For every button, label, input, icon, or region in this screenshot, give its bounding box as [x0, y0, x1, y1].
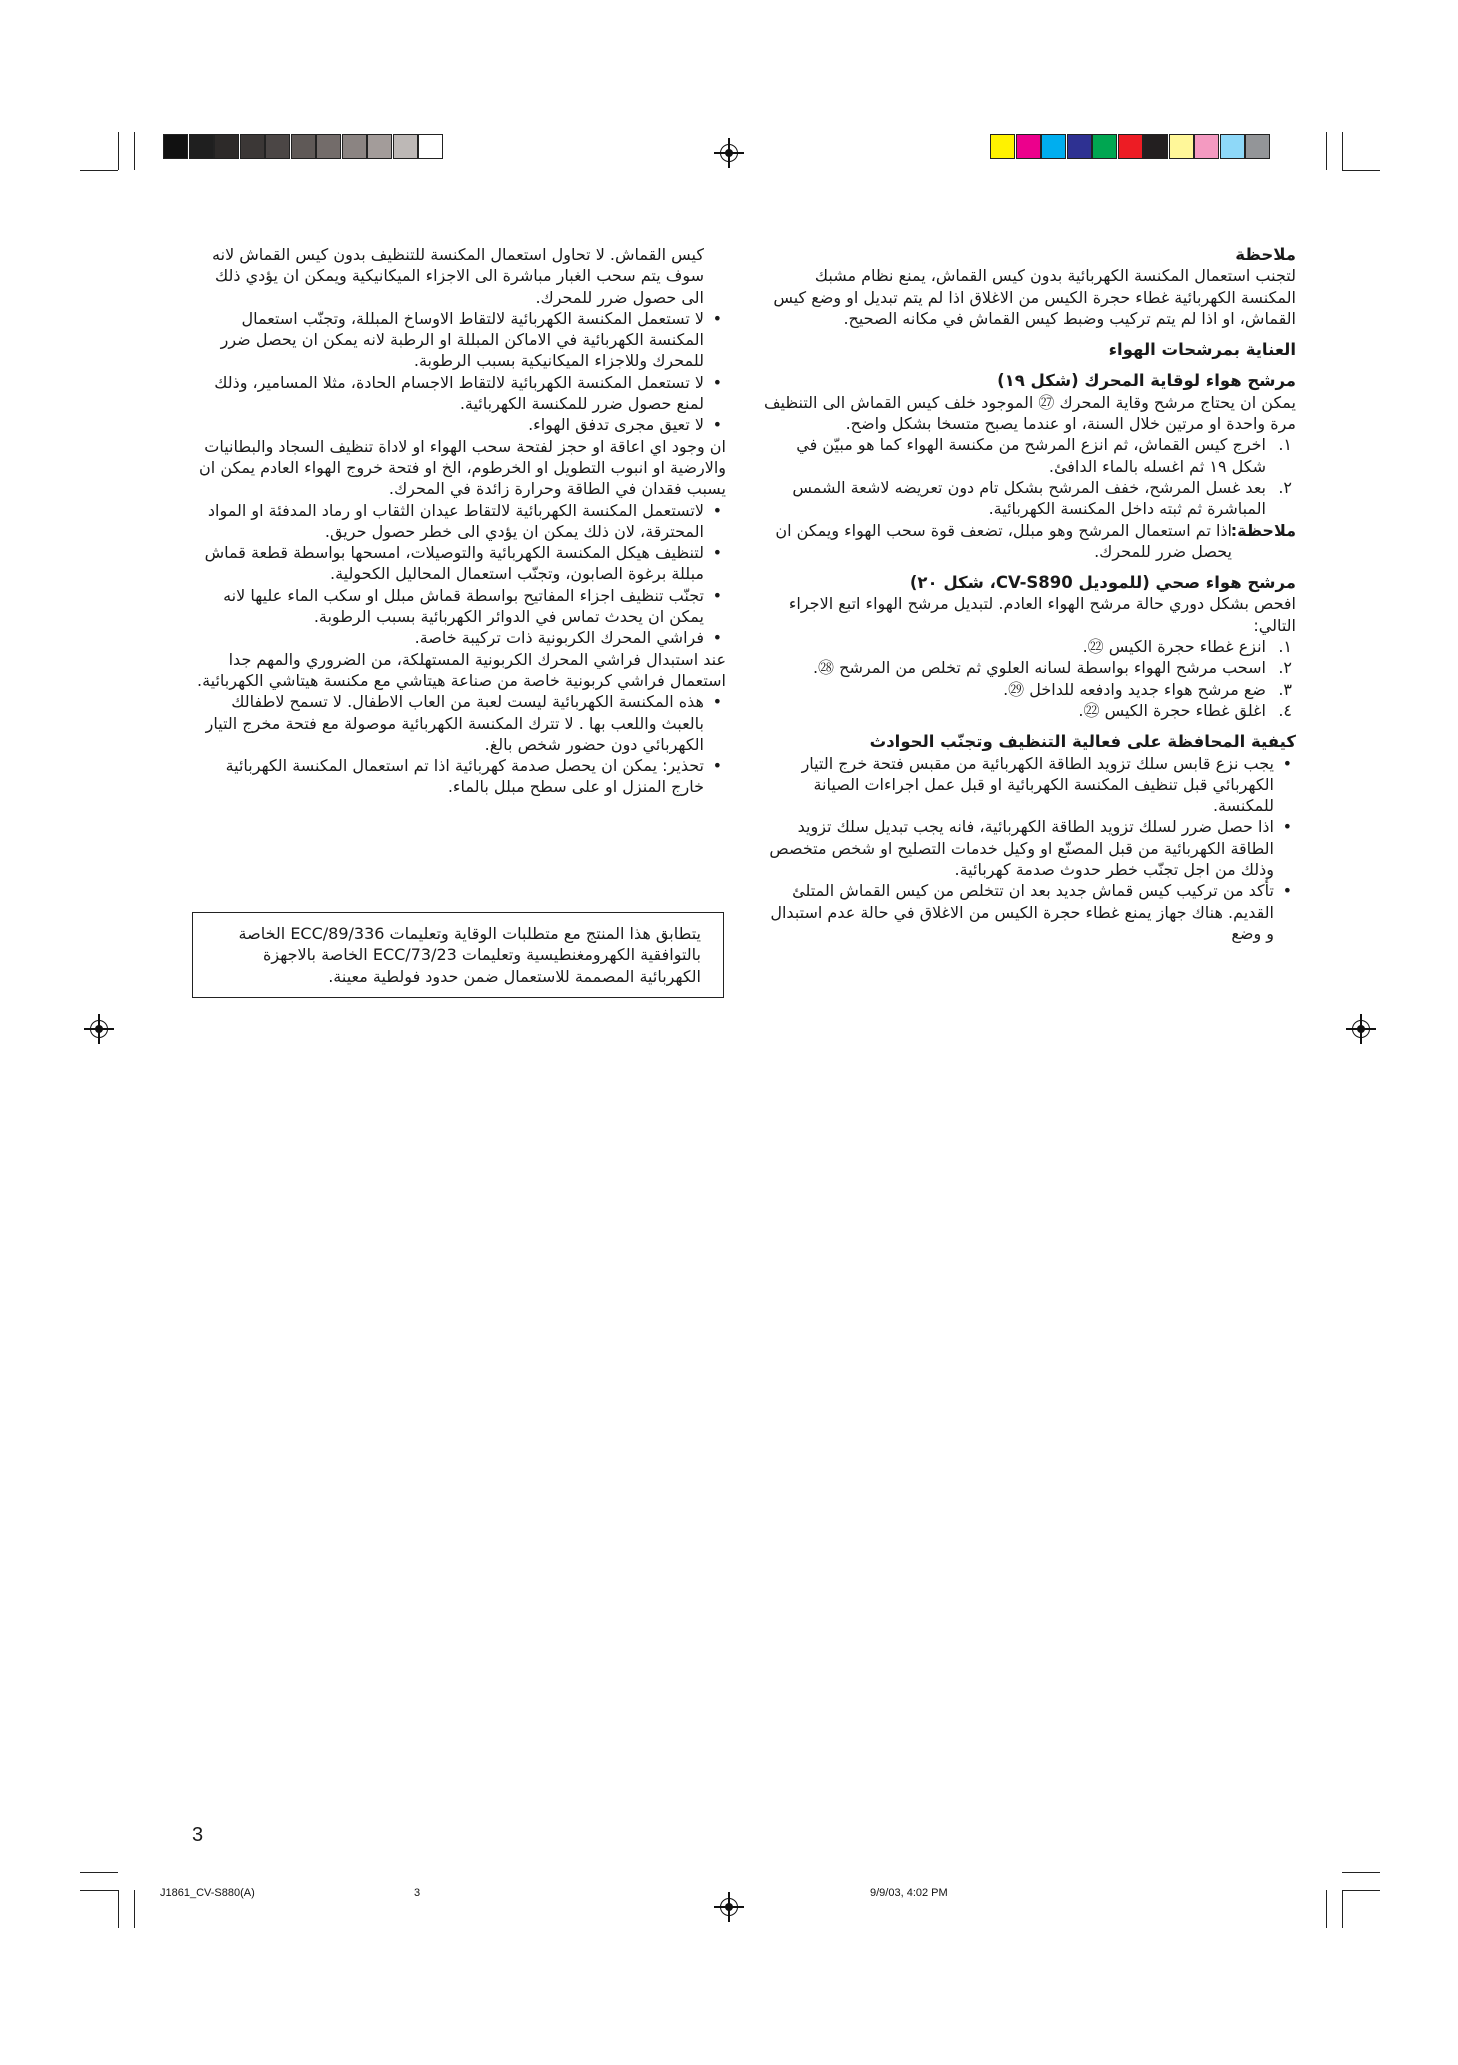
footer-page: 3	[414, 1887, 421, 1899]
calibration-swatch	[342, 134, 367, 159]
calibration-swatch	[1016, 134, 1041, 159]
calibration-swatch	[240, 134, 265, 159]
precaution-item: • لا تستعمل المكنسة الكهربائية لالتقاط الاوساخ المبللة، وتجنّب استعمال المكنسة الكهربائية في الاماكن المبللة او الرطبة لانه يمكن ان يحصل ضرر للمحرك وللاجزاء الميكانيكية بسبب الرطوبة.	[192, 308, 726, 372]
calibration-swatch	[316, 134, 341, 159]
motor-step: ١. اخرج كيس القماش، ثم انزع المرشح من مكنسة الهواء كما هو مبيّن في شكل ١٩ ثم اغسله بالماء الدافئ.	[796, 435, 1292, 476]
registration-mark-bottom	[714, 1892, 744, 1922]
calibration-swatch	[214, 134, 239, 159]
note-title: ملاحظة	[1235, 245, 1296, 264]
safety-item: • اذا حصل ضرر لسلك تزويد الطاقة الكهربائية، فانه يجب تبديل سلك تزويد الطاقة الكهربائية من قبل المصنّع او وكيل خدمات التصليح او شخص متخصص وذلك من اجل تجنّب خطر حدوث صدمة كهربائية.	[762, 816, 1296, 880]
calibration-swatch	[1245, 134, 1270, 159]
precaution-item: • لا تستعمل المكنسة الكهربائية لالتقاط الاجسام الحادة، مثلا المسامير، وذلك لمنع حصول ضرر للمكنسة الكهربائية.	[192, 372, 726, 415]
safety-item: • يجب نزع قابس سلك تزويد الطاقة الكهربائية من مقبس فتحة خرج التيار الكهربائي قبل تنظيف المكنسة الكهربائية او قبل عمل اجراءات الصيانة للمكنسة.	[762, 753, 1296, 817]
calibration-swatch	[1169, 134, 1194, 159]
precaution-item: • تحذير: يمكن ان يحصل صدمة كهربائية اذا تم استعمال المكنسة الكهربائية خارج المنزل او على سطح مبلل بالماء.	[192, 755, 726, 798]
calibration-swatch	[1067, 134, 1092, 159]
right-column	[762, 244, 1296, 944]
footer-date: 9/9/03, 4:02 PM	[870, 1887, 948, 1899]
health-step: ٣. ضع مرشح هواء جديد وادفعه للداخل ㉙.	[1003, 679, 1292, 699]
calibration-swatch	[163, 134, 188, 159]
health-filter-text: افحص بشكل دوري حالة مرشح الهواء العادم. لتبديل مرشح الهواء اتبع الاجراء التالي:	[788, 594, 1296, 635]
calibration-swatch	[418, 134, 443, 159]
health-step: ٤. اغلق غطاء حجرة الكيس ㉒.	[1078, 700, 1292, 720]
footer-file: J1861_CV-S880(A)	[160, 1887, 255, 1899]
calibration-swatch	[189, 134, 214, 159]
calibration-swatch	[265, 134, 290, 159]
calibration-swatch	[1220, 134, 1245, 159]
safety-title: كيفية المحافظة على فعالية التنظيف وتجنّب الحوادث	[869, 732, 1296, 752]
page-number: 3	[192, 1824, 204, 1846]
precaution-item: • لاتستعمل المكنسة الكهربائية لالتقاط عيدان الثقاب او رماد المدفئة او المواد المحترقة، لان ذلك يمكن ان يؤدي الى خطر حصول حريق.	[192, 500, 726, 543]
calibration-swatch	[393, 134, 418, 159]
precaution-item: • لتنظيف هيكل المكنسة الكهربائية والتوصيلات، امسحها بواسطة قطعة قماش مبللة برغوة الصابون، وتجنّب استعمال المحاليل الكحولية.	[192, 542, 726, 585]
registration-mark-left	[84, 1014, 114, 1044]
compliance-box: يتطابق هذا المنتج مع متطلبات الوقاية وتعليمات 89/336/ECC الخاصة بالتوافقية الكهرومغنطيسية وتعليمات 73/23/ECC الخاصة بالاجهزة الكهربائية المصممة للاستعمال ضمن حدود فولطية معينة.	[192, 912, 724, 998]
health-step: ١. انزع غطاء حجرة الكيس ㉒.	[1082, 637, 1292, 657]
precaution-item: • فراشي المحرك الكربونية ذات تركيبة خاصة.	[192, 627, 726, 648]
motor-filter-title: مرشح هواء لوقاية المحرك (شكل ١٩)	[997, 371, 1296, 391]
safety-item: • تأكد من تركيب كيس قماش جديد بعد ان تتخلص من كيس القماش المتلئ القديم. هناك جهاز يمنع غطاء حجرة الكيس من الاغلاق في حالة عدم استبدال و وضع	[762, 880, 1296, 944]
calibration-swatch	[1118, 134, 1143, 159]
registration-mark-top	[714, 138, 744, 168]
continuation-text: كيس القماش. لا تحاول استعمال المكنسة للتنظيف بدون كيس القماش لانه سوف يتم سحب الغبار مباشرة الى الاجزاء الميكانيكية ويمكن ان يؤدي ذلك الى حصول ضرر للمحرك.	[212, 245, 704, 307]
left-column	[192, 244, 726, 798]
health-step: ٢. اسحب مرشح الهواء بواسطة لسانه العلوي ثم تخلص من المرشح ㉘.	[812, 658, 1292, 678]
registration-mark-right	[1346, 1014, 1376, 1044]
motor-step: ٢. بعد غسل المرشح، خفف المرشح بشكل تام دون تعريضه لاشعة الشمس المباشرة ثم ثبته داخل المكنسة الكهربائية.	[792, 477, 1292, 519]
health-filter-title: مرشح هواء صحي (للموديل CV-S890، شكل ٢٠)	[909, 573, 1296, 593]
care-title: العناية بمرشحات الهواء	[1108, 340, 1296, 360]
motor-filter-text: يمكن ان يحتاج مرشح وقاية المحرك ㉗ الموجود خلف كيس القماش الى التنظيف مرة واحدة او مرتين خلال السنة، او عندما يصبح متسخا بشكل واضح.	[763, 392, 1296, 434]
calibration-swatch	[1194, 134, 1219, 159]
precaution-item: • تجنّب تنظيف اجزاء المفاتيح بواسطة قماش مبلل او سكب الماء عليها لانه يمكن ان يحدث تماس في الدوائر الكهربائية بسبب الرطوبة.	[192, 585, 726, 628]
motor-note: ملاحظة: اذا تم استعمال المرشح وهو مبلل، تضعف قوة سحب الهواء ويمكن ان يحصل ضرر للمحرك.	[775, 520, 1296, 561]
calibration-swatch	[990, 134, 1015, 159]
calibration-swatch	[1092, 134, 1117, 159]
precaution-item: • لا تعيق مجرى تدفق الهواء.	[192, 414, 726, 435]
calibration-swatch	[367, 134, 392, 159]
calibration-swatch	[291, 134, 316, 159]
airflow-detail: ان وجود اي اعاقة او حجز لفتحة سحب الهواء او لاداة تنظيف السجاد والبطانيات والارضية او انبوب التطويل او الخرطوم، الخ او فتحة خروج الهواء العادم يمكن ان يسبب فقدان في الطاقة وحرارة زائدة في المحرك.	[199, 436, 726, 499]
calibration-swatch	[1143, 134, 1168, 159]
calibration-swatch	[1041, 134, 1066, 159]
brushes-detail: عند استبدال فراشي المحرك الكربونية المستهلكة، من الضروري والمهم جدا استعمال فراشي كربونية خاصة من صناعة هيتاشي مع مكنسة هيتاشي الكهربائية.	[196, 649, 726, 690]
note-text: لتجنب استعمال المكنسة الكهربائية بدون كيس القماش، يمنع نظام مشبك المكنسة الكهربائية غطاء حجرة الكيس من الاغلاق اذا لم يتم تبديل او وضع كيس القماش، او اذا لم يتم تركيب وضبط كيس القماش في مكانه الصحيح.	[773, 266, 1296, 328]
precaution-item: • هذه المكنسة الكهربائية ليست لعبة من العاب الاطفال. لا تسمح لاطفالك بالعبث واللعب بها . لا تترك المكنسة الكهربائية موصولة مع فتحة مخرج التيار الكهربائي دون حضور شخص بالغ.	[192, 691, 726, 755]
